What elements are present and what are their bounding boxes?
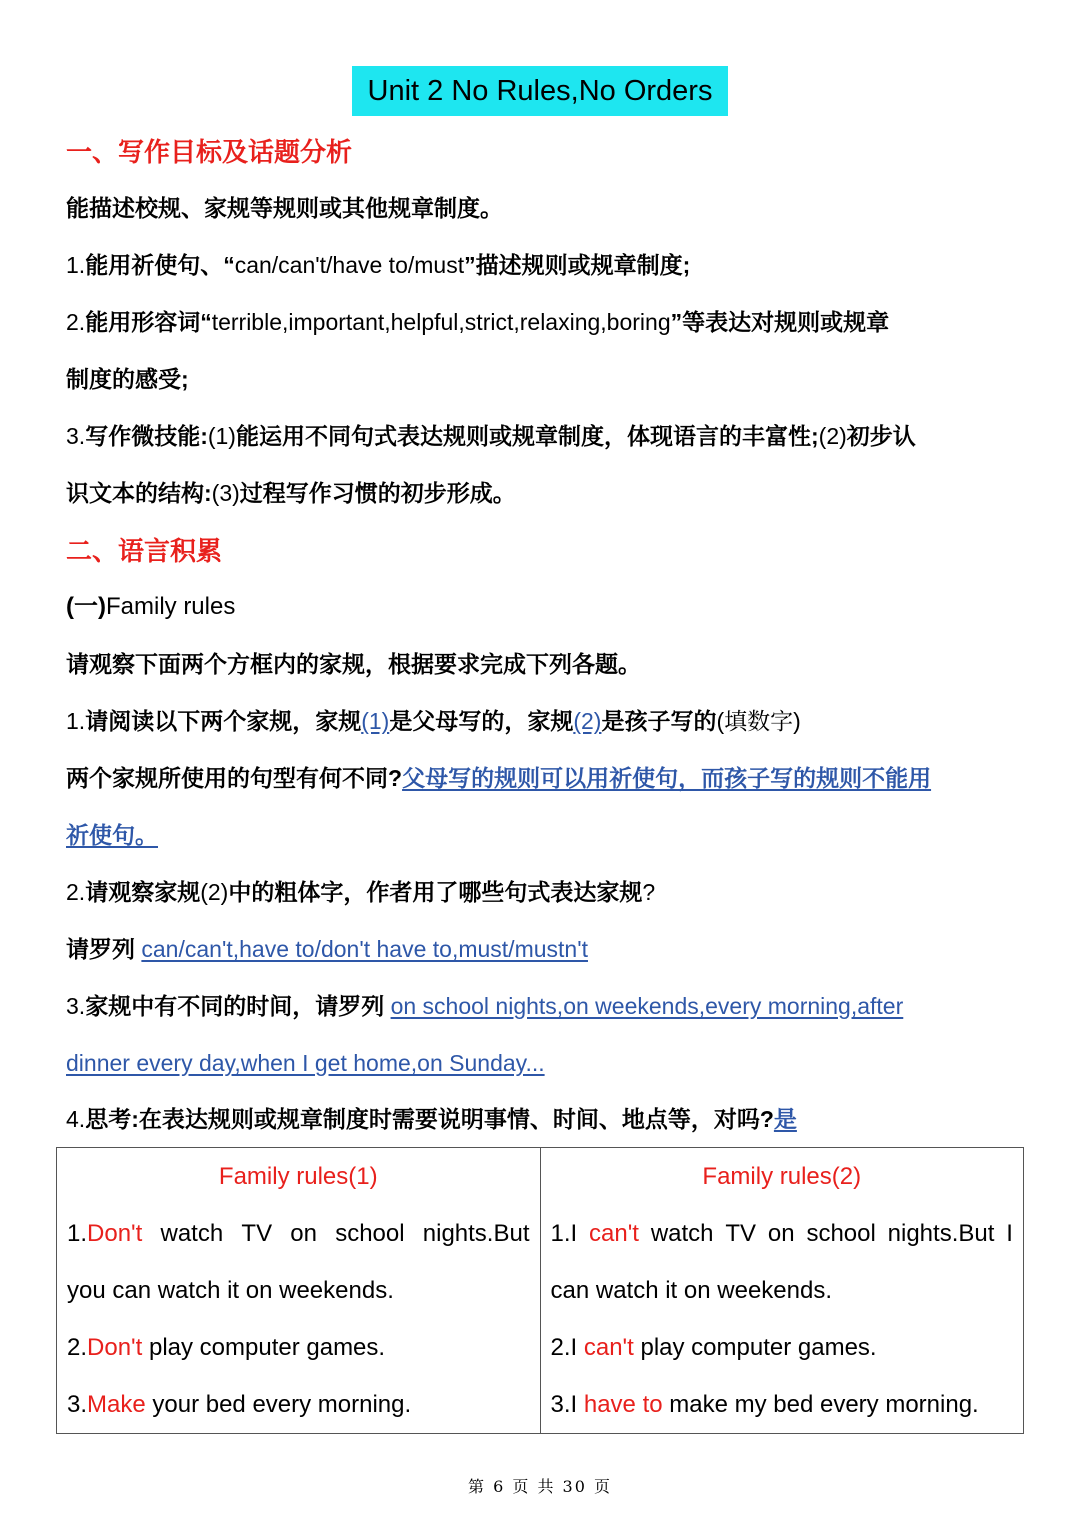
section1-heading: 一、写作目标及话题分析 xyxy=(66,137,353,167)
q-text: 是孩子写的 xyxy=(601,708,717,734)
q-text: 请罗列 xyxy=(66,936,142,962)
item-number: 1. xyxy=(66,252,86,278)
item-text: 过程写作习惯的初步形成。 xyxy=(239,480,516,506)
family-rules-1-header: Family rules(1) xyxy=(218,1163,378,1190)
family-rules-table xyxy=(56,1147,1024,1434)
rule-number: 1. xyxy=(67,1220,88,1247)
item-number: 3. xyxy=(66,423,86,449)
goal-item-2-cont: 制度的感受; xyxy=(66,366,189,392)
rule-word: TV xyxy=(725,1220,757,1247)
q-text: ? xyxy=(642,879,656,905)
answer-text: 父母写的规则可以用祈使句，而孩子写的规则不能用 xyxy=(402,765,932,791)
answer-blank: (1) xyxy=(361,708,390,734)
rule-line: you can watch it on weekends. xyxy=(67,1277,394,1304)
q-text: 两个家规所使用的句型有何不同? xyxy=(66,765,403,791)
rule-keyword: can't xyxy=(589,1220,639,1247)
family-rules-subheading xyxy=(66,592,1021,622)
rule-line xyxy=(541,1376,1024,1433)
q-text: (填数字) xyxy=(716,708,801,734)
rule-word: I xyxy=(1006,1220,1013,1247)
rule-word: on xyxy=(290,1220,317,1247)
question-1b-cont xyxy=(66,820,1021,850)
rule-number: 2.I xyxy=(550,1334,584,1361)
section2-instruction: 请观察下面两个方框内的家规，根据要求完成下列各题。 xyxy=(66,651,641,677)
item-text: 初步认 xyxy=(846,423,916,449)
rule-word: nights.But xyxy=(422,1220,530,1247)
goal-item-3 xyxy=(66,421,1021,451)
item-sub-number: (1) xyxy=(207,423,236,449)
rule-line xyxy=(57,1205,540,1262)
item-keywords: can/can't/have to/must xyxy=(234,252,465,278)
q-number: 4. xyxy=(66,1106,86,1132)
rule-text: play computer games. xyxy=(633,1334,877,1361)
answer-text: 祈使句。 xyxy=(66,822,158,848)
answer-text: 是 xyxy=(773,1106,797,1132)
item-text: 写作微技能: xyxy=(85,423,208,449)
rule-text: play computer games. xyxy=(142,1334,386,1361)
rule-word: watch xyxy=(160,1220,224,1247)
item-text: 识文本的结构: xyxy=(66,480,212,506)
question-1b xyxy=(66,763,1021,793)
sub-title: Family rules xyxy=(105,593,236,620)
answer-text: dinner every day,when I get home,on Sunday... xyxy=(66,1050,545,1076)
section1-intro: 能描述校规、家规等规则或其他规章制度。 xyxy=(66,195,503,221)
answer-blank: (2) xyxy=(573,708,602,734)
page-footer: 第 6 页 共 30 页 xyxy=(468,1477,612,1496)
rule-line xyxy=(57,1319,540,1376)
family-rules-2-header: Family rules(2) xyxy=(702,1163,862,1190)
q-text: 中的粗体字，作者用了哪些句式表达家规 xyxy=(228,879,643,905)
q-text: 请观察家规 xyxy=(85,879,201,905)
rule-word: school xyxy=(335,1220,405,1247)
rule-text: your bed every morning. xyxy=(145,1391,412,1418)
goal-item-3-cont xyxy=(66,478,1021,508)
item-sub-number: (2) xyxy=(818,423,847,449)
title-wrap xyxy=(0,66,1080,116)
question-2 xyxy=(66,877,1021,907)
item-keywords: terrible,important,helpful,strict,relaxing,boring xyxy=(211,309,671,335)
rule-word: on xyxy=(767,1220,795,1247)
rule-number-keyword xyxy=(67,1205,142,1262)
item-number: 2. xyxy=(66,309,86,335)
q-number: 1. xyxy=(66,708,86,734)
rule-keyword: Make xyxy=(87,1391,146,1418)
rule-word: nights.But xyxy=(887,1220,995,1247)
item-sub-number: (3) xyxy=(211,480,240,506)
section2-heading: 二、语言积累 xyxy=(66,536,223,566)
rule-line: can watch it on weekends. xyxy=(550,1277,832,1304)
q-text: 请阅读以下两个家规，家规 xyxy=(85,708,362,734)
item-text: ”等表达对规则或规章 xyxy=(670,309,890,335)
question-3 xyxy=(66,991,1021,1021)
rule-keyword: Don't xyxy=(87,1334,143,1361)
item-text: ”描述规则或规章制度; xyxy=(464,252,691,278)
question-4 xyxy=(66,1104,1021,1134)
rule-line xyxy=(57,1376,540,1433)
rule-text: make my bed every morning. xyxy=(662,1391,979,1418)
item-text: 能用形容词“ xyxy=(85,309,212,335)
q-text: 是父母写的，家规 xyxy=(389,708,574,734)
rule-number: 3. xyxy=(67,1391,88,1418)
answer-text: on school nights,on weekends,every morning,after xyxy=(390,993,904,1019)
item-text: 能用祈使句、“ xyxy=(85,252,235,278)
rule-line xyxy=(541,1205,1024,1262)
family-rules-1-cell xyxy=(57,1148,541,1434)
rule-number: 3.I xyxy=(550,1391,584,1418)
answer-text: can/can't,have to/don't have to,must/mustn't xyxy=(141,936,588,962)
goal-item-1 xyxy=(66,250,1021,280)
family-rules-2-cell xyxy=(540,1148,1024,1434)
rule-word: watch xyxy=(650,1220,714,1247)
q-text: 思考:在表达规则或规章制度时需要说明事情、时间、地点等，对吗? xyxy=(85,1106,774,1132)
item-text: 能运用不同句式表达规则或规章制度，体现语言的丰富性; xyxy=(235,423,819,449)
rule-keyword: Don't xyxy=(87,1220,143,1247)
rule-line xyxy=(541,1319,1024,1376)
q-number: 3. xyxy=(66,993,86,1019)
question-2b xyxy=(66,934,1021,964)
page-title: Unit 2 No Rules,No Orders xyxy=(352,66,729,116)
question-1 xyxy=(66,706,1021,736)
goal-item-2 xyxy=(66,307,1021,337)
rule-keyword: can't xyxy=(583,1334,634,1361)
rule-word: TV xyxy=(241,1220,273,1247)
q-text: 家规中有不同的时间，请罗列 xyxy=(85,993,391,1019)
q-number: 2. xyxy=(66,879,86,905)
rule-keyword: have to xyxy=(583,1391,663,1418)
sub-index: (一) xyxy=(66,593,106,620)
rule-number: 1.I xyxy=(550,1220,578,1247)
rule-number: 2. xyxy=(67,1334,88,1361)
question-3-cont xyxy=(66,1048,1021,1078)
rule-word: school xyxy=(806,1220,876,1247)
q-text: (2) xyxy=(200,879,229,905)
